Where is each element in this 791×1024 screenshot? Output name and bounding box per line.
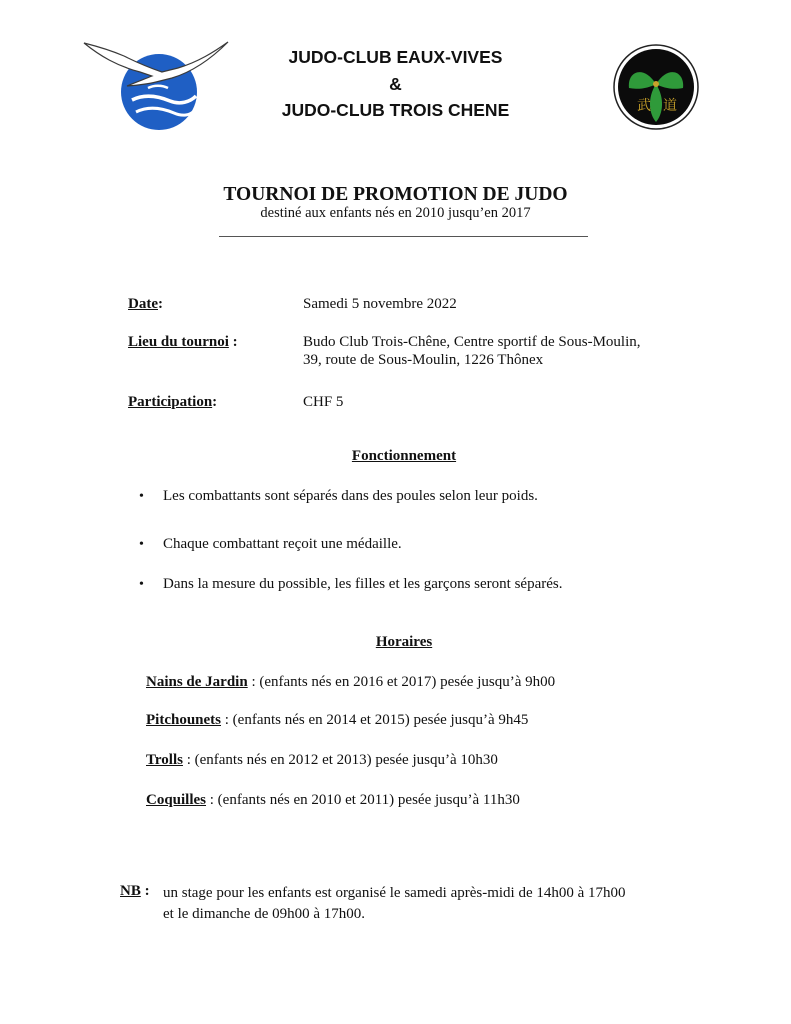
schedule-detail: : (enfants nés en 2010 et 2011) pesée jusqu’à 11h30 bbox=[206, 792, 520, 808]
title-divider bbox=[219, 236, 588, 237]
nb-note bbox=[163, 883, 723, 925]
list-item: Dans la mesure du possible, les filles et les garçons seront séparés. bbox=[163, 576, 563, 592]
fonctionnement-heading: Fonctionnement bbox=[351, 448, 457, 464]
lieu-label: Lieu du tournoi bbox=[128, 334, 229, 350]
list-item: Les combattants sont séparés dans des poules selon leur poids. bbox=[163, 488, 538, 504]
participation-label-colon: : bbox=[212, 394, 218, 410]
lieu-value-line-1: Budo Club Trois-Chêne, Centre sportif de Sous-Moulin, bbox=[303, 334, 641, 350]
schedule-row bbox=[146, 712, 528, 729]
document-subtitle: destiné aux enfants nés en 2010 jusqu’en 2017 bbox=[260, 205, 531, 221]
club-name-line-1: JUDO-CLUB EAUX-VIVES bbox=[288, 47, 503, 67]
logo-char-left: 武 bbox=[637, 99, 651, 114]
bullet-icon: • bbox=[139, 537, 144, 552]
schedule-row bbox=[146, 792, 520, 809]
nb-note-line-1: un stage pour les enfants est organisé le samedi après-midi de 14h00 à 17h00 bbox=[163, 885, 626, 901]
participation-label: Participation bbox=[128, 394, 213, 410]
club-name-line-2: JUDO-CLUB TROIS CHENE bbox=[281, 100, 510, 120]
date-value: Samedi 5 novembre 2022 bbox=[303, 296, 457, 312]
schedule-row bbox=[146, 752, 498, 769]
schedule-detail: : (enfants nés en 2014 et 2015) pesée jusqu’à 9h45 bbox=[221, 712, 529, 728]
club-name-ampersand: & bbox=[389, 74, 402, 94]
lieu-label-group bbox=[128, 333, 238, 351]
lieu-value-line-2: 39, route de Sous-Moulin, 1226 Thônex bbox=[303, 352, 544, 368]
date-label-group bbox=[128, 295, 163, 313]
list-item: Chaque combattant reçoit une médaille. bbox=[163, 536, 402, 552]
schedule-group-name: Coquilles bbox=[146, 792, 207, 808]
schedule-detail: : (enfants nés en 2012 et 2013) pesée jusqu’à 10h30 bbox=[182, 752, 498, 768]
lieu-label-colon: : bbox=[228, 334, 238, 350]
schedule-detail: : (enfants nés en 2016 et 2017) pesée jusqu’à 9h00 bbox=[247, 674, 556, 690]
schedule-row bbox=[146, 674, 555, 691]
participation-value: CHF 5 bbox=[303, 394, 344, 410]
date-label-colon: : bbox=[158, 296, 163, 312]
schedule-group-name: Nains de Jardin bbox=[146, 674, 248, 690]
nb-label-group bbox=[120, 883, 150, 900]
bullet-icon: • bbox=[139, 489, 144, 504]
nb-label-colon: : bbox=[140, 883, 150, 899]
logo-char-right: 道 bbox=[663, 99, 677, 114]
nb-note-line-2: et le dimanche de 09h00 à 17h00. bbox=[163, 906, 366, 922]
document-title: TOURNOI DE PROMOTION DE JUDO bbox=[223, 184, 568, 205]
date-label: Date bbox=[128, 296, 158, 312]
nb-label: NB bbox=[120, 883, 141, 899]
judo-club-trois-chene-logo bbox=[613, 44, 699, 130]
schedule-group-name: Trolls bbox=[146, 752, 183, 768]
bullet-icon: • bbox=[139, 577, 144, 592]
schedule-group-name: Pitchounets bbox=[146, 712, 221, 728]
participation-label-group bbox=[128, 393, 217, 411]
horaires-heading: Horaires bbox=[375, 634, 433, 650]
